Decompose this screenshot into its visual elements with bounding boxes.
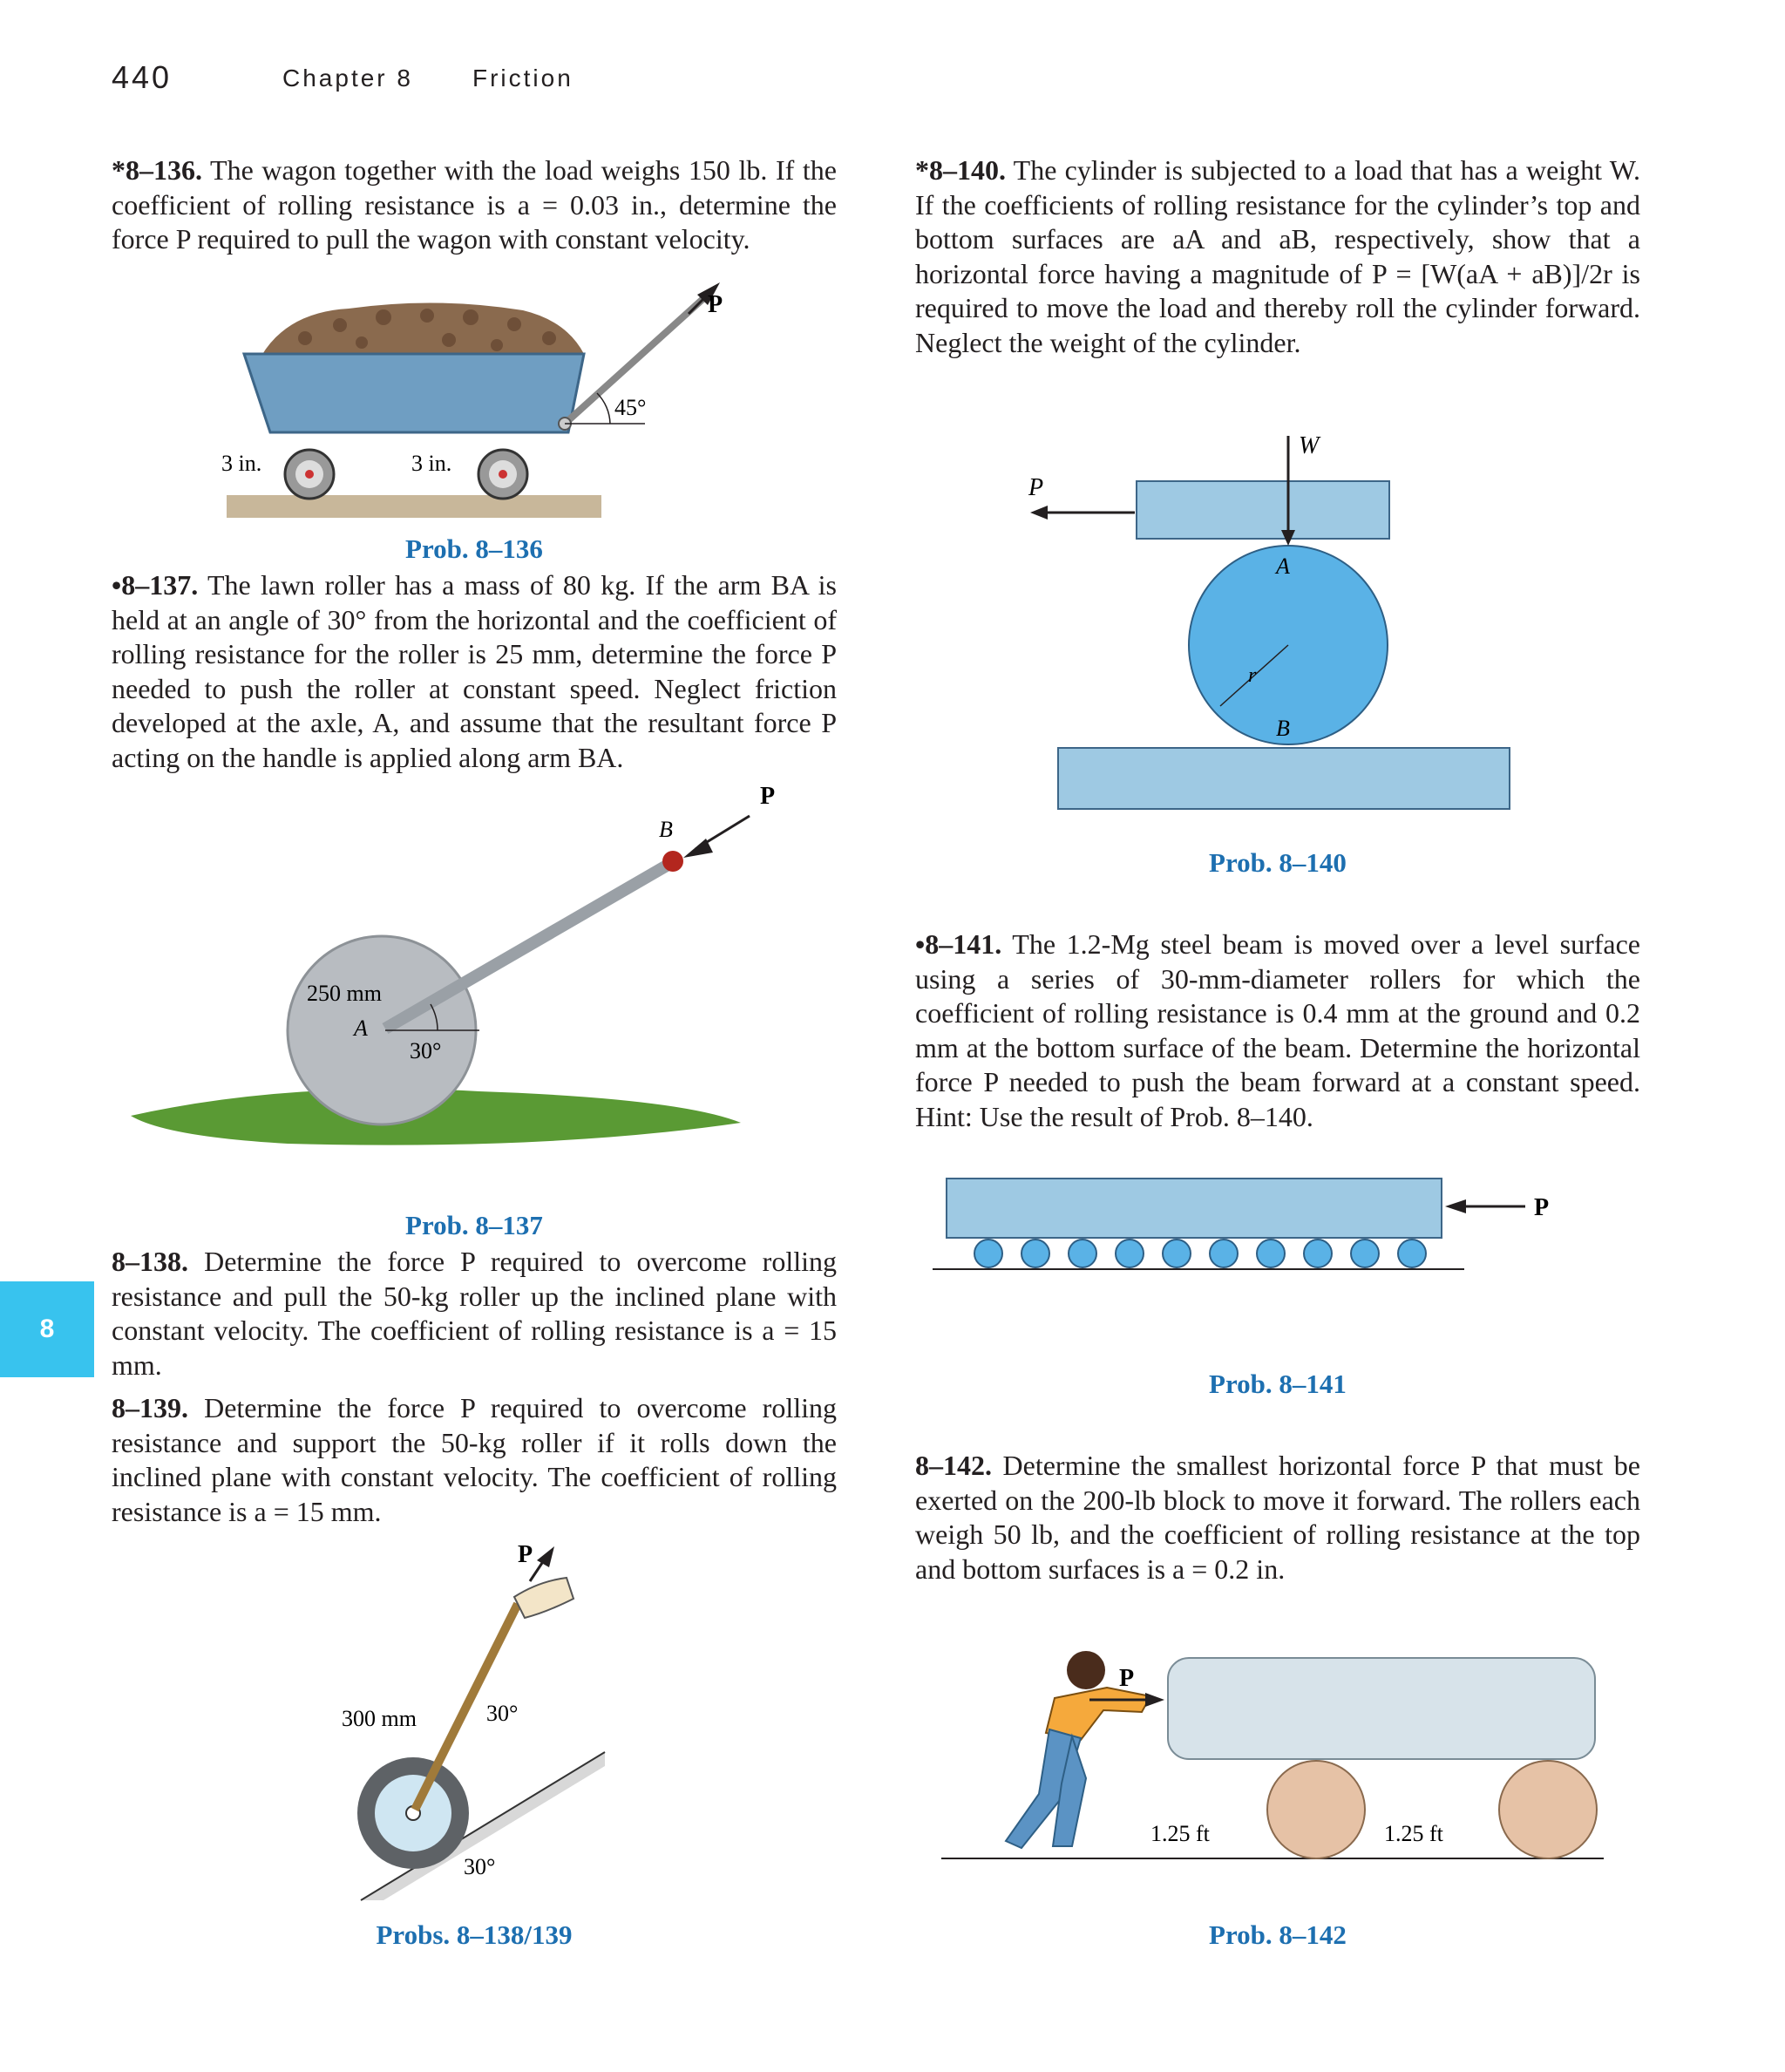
problem-number: 8–138.	[112, 1246, 188, 1277]
problem-text: The wagon together with the load weighs 150 lb. If the coefficient of rolling resistance is a = 0.03 in., determine the force P required to pull the wagon with constant velocity.	[112, 154, 838, 255]
problem-text: Determine the smallest horizontal force P that must be exerted on the 200-lb block to move it forward. The rollers each weigh 50 lb, and the coefficient of rolling resistance at the top and bottom surfaces is a = 0.2 in.	[915, 1450, 1640, 1585]
problem-8-138	[112, 1245, 837, 1382]
chapter-tab: 8	[0, 1281, 94, 1377]
problem-number: •8–141.	[915, 928, 1002, 960]
force-arrow	[1445, 1199, 1466, 1213]
label-w: W	[1299, 432, 1320, 459]
problem-text: Determine the force P required to overcome rolling resistance and pull the 50-kg roller up the inclined plane with constant velocity. The coefficient of rolling resistance is a = 15 mm.	[112, 1246, 838, 1381]
caption-8-142: Prob. 8–142	[1209, 1919, 1347, 1950]
dim-left: 1.25 ft	[1150, 1821, 1210, 1846]
hand	[514, 1578, 574, 1618]
rollers	[974, 1240, 1426, 1267]
problem-text: Determine the force P required to overcome rolling resistance and support the 50-kg roller if it rolls down the inclined plane with constant velocity. The coefficient of rolling resistance is a = 15 mm.	[112, 1392, 838, 1527]
top-plate	[1137, 481, 1389, 539]
problem-number: 8–142.	[915, 1450, 992, 1481]
wheel-left	[285, 450, 334, 499]
block	[1168, 1658, 1595, 1759]
problem-8-139	[112, 1391, 837, 1529]
caption-8-136: Prob. 8–136	[405, 533, 543, 564]
label-p: P	[1534, 1194, 1550, 1221]
roller-arm	[385, 863, 671, 1029]
problem-8-136	[112, 153, 837, 257]
caption-8-141: Prob. 8–141	[1209, 1369, 1347, 1399]
force-arrow	[537, 1546, 554, 1567]
problem-text: The cylinder is subjected to a load that has a weight W. If the coefficients of rolling resistance for the cylinder’s top and bottom surfaces are aA and aB, respectively, show that a horizontal force having a magnitude of P = [W(aA + aB)]/2r is required to move the load and thereby roll the cylinder forward. Neglect the weight of the cylinder.	[915, 154, 1641, 358]
radius-label: 250 mm	[307, 981, 382, 1006]
angle-label: 30°	[410, 1038, 442, 1063]
label-a: A	[1276, 554, 1290, 579]
bottom-plate	[1058, 748, 1510, 809]
label-p: P	[1119, 1665, 1135, 1692]
force-arrow	[1030, 506, 1048, 520]
label-a: A	[354, 1016, 368, 1041]
label-b: B	[1276, 716, 1290, 741]
label-p: P	[760, 785, 776, 810]
label-p: P	[518, 1543, 533, 1568]
angle-label: 45°	[614, 395, 647, 420]
wagon-figure	[174, 277, 802, 539]
label-p: P	[708, 291, 723, 318]
wagon-bed	[244, 354, 584, 432]
page-number: 440	[112, 59, 173, 95]
roller-right	[1499, 1761, 1597, 1858]
problem-text: The lawn roller has a mass of 80 kg. If the arm BA is held at an angle of 30° from the horizontal and the coefficient of rolling resistance for the roller is 25 mm, determine the force P needed to push the roller at constant speed. Neglect friction developed at the axle, A, and assume that the resultant force P acting on the handle is applied along arm BA.	[112, 569, 838, 773]
caption-8-137: Prob. 8–137	[405, 1210, 543, 1240]
force-arrow	[1145, 1693, 1164, 1707]
angle-incline-label: 30°	[464, 1854, 496, 1879]
dim-right: 3 in.	[411, 451, 452, 476]
lawn-roller-figure	[113, 785, 837, 1168]
dim-right: 1.25 ft	[1384, 1821, 1443, 1846]
problem-number: •8–137.	[112, 569, 199, 601]
caption-8-140: Prob. 8–140	[1209, 847, 1347, 878]
angle-handle-label: 30°	[486, 1701, 519, 1726]
chapter-title: Friction	[472, 65, 574, 92]
incline-roller-figure	[331, 1543, 628, 1918]
problem-8-137	[112, 568, 837, 775]
caption-8-138-139: Probs. 8–138/139	[376, 1919, 573, 1950]
problem-number: 8–139.	[112, 1392, 188, 1423]
problem-text: The 1.2-Mg steel beam is moved over a level surface using a series of 30-mm-diameter rollers for which the coefficient of rolling resistance is 0.4 mm at the ground and 0.2 mm at the bottom surface of the beam. Determine the horizontal force P needed to push the beam forward at a constant speed. Hint: Use the result of Prob. 8–140.	[915, 928, 1641, 1132]
problem-number: *8–140.	[915, 154, 1006, 186]
label-b: B	[659, 817, 673, 842]
problem-8-142	[915, 1449, 1640, 1586]
block-figure	[933, 1639, 1639, 1892]
dim-left: 3 in.	[221, 451, 262, 476]
problem-8-141	[915, 927, 1640, 1134]
steel-beam	[947, 1179, 1442, 1238]
problem-number: *8–136.	[112, 154, 202, 186]
handle-b	[662, 851, 683, 872]
beam-figure	[933, 1168, 1639, 1342]
label-r: r	[1248, 664, 1257, 687]
roller-left	[1267, 1761, 1365, 1858]
label-p: P	[1028, 474, 1044, 501]
problem-8-140	[915, 153, 1640, 360]
radius-label: 300 mm	[342, 1706, 417, 1731]
chapter-label: Chapter 8	[282, 65, 413, 92]
cylinder-figure	[1020, 427, 1543, 828]
ground	[227, 495, 601, 518]
wheel-right	[478, 450, 527, 499]
